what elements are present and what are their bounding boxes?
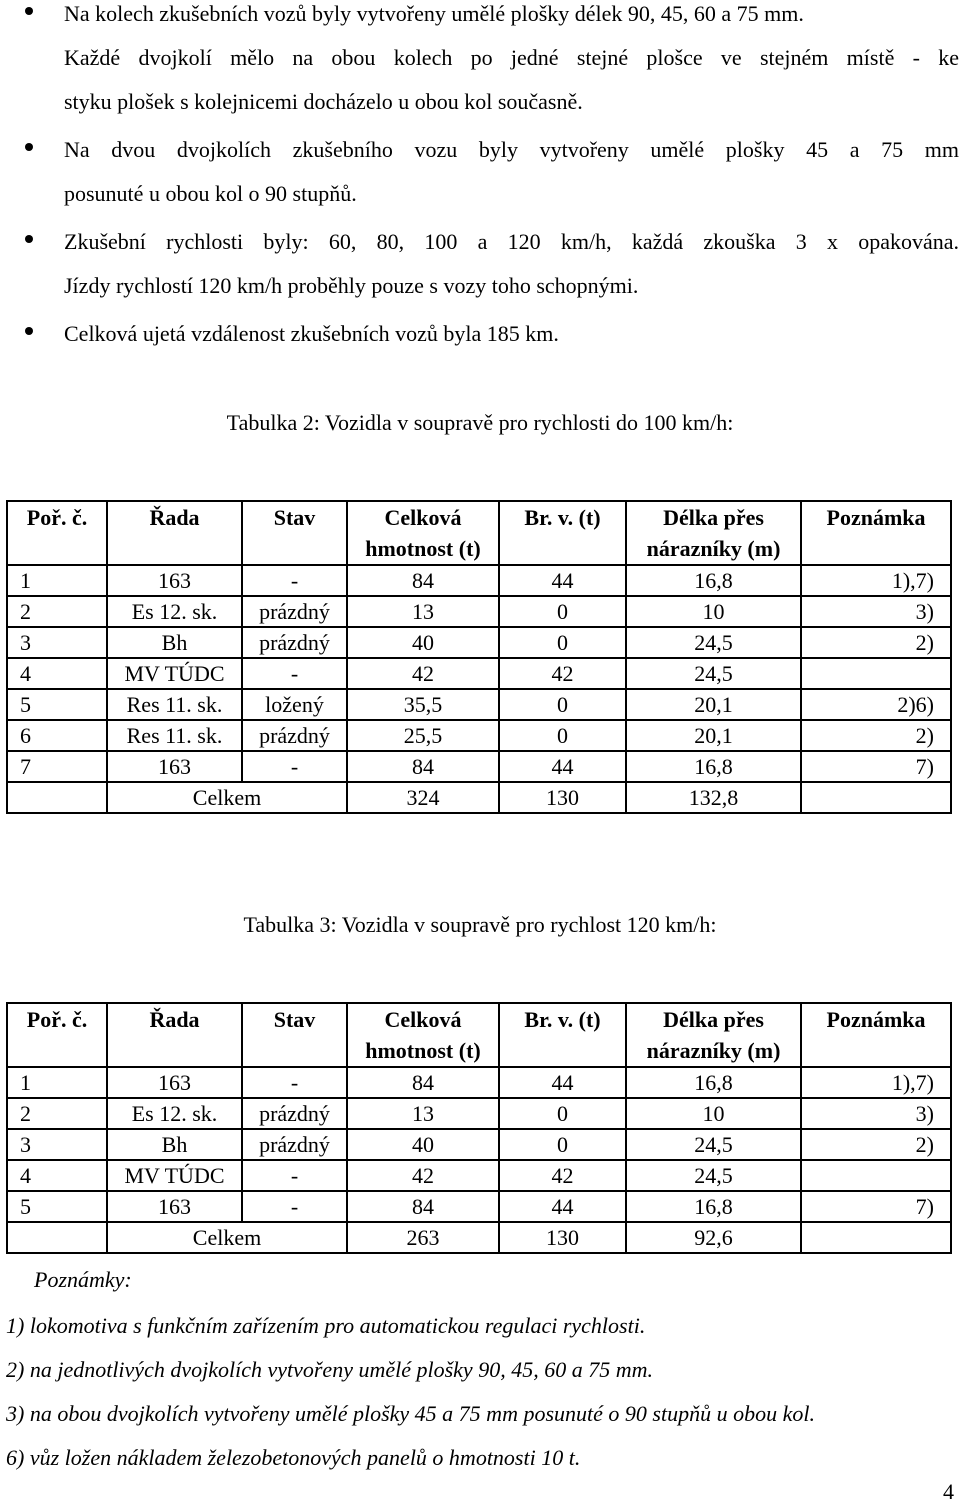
bullet-line: styku plošek s kolejnicemi docházelo u obou kol současně.: [64, 89, 583, 114]
table-row: [7, 1191, 951, 1222]
cell-poznamka: 7): [801, 751, 951, 782]
note-item: 6) vůz ložen nákladem železobetonových panelů o hmotnosti 10 t.: [6, 1445, 581, 1470]
cell-empty: [7, 1222, 107, 1253]
cell-poznamka: 1),7): [801, 1067, 951, 1098]
cell-stav: -: [242, 1160, 347, 1191]
cell-rada: MV TÚDC: [107, 1160, 242, 1191]
cell-total-label: Celkem: [107, 782, 347, 813]
header-poznamka: Poznámka: [801, 1003, 951, 1067]
cell-por-c: 3: [7, 627, 107, 658]
cell-hmotnost: 25,5: [347, 720, 499, 751]
cell-hmotnost: 84: [347, 1191, 499, 1222]
header-poznamka: Poznámka: [801, 501, 951, 565]
cell-por-c: 5: [7, 1191, 107, 1222]
cell-poznamka: 2): [801, 720, 951, 751]
cell-por-c: 4: [7, 658, 107, 689]
cell-por-c: 4: [7, 1160, 107, 1191]
cell-total-hmotnost: 263: [347, 1222, 499, 1253]
cell-delka: 20,1: [626, 720, 801, 751]
cell-brv: 44: [499, 751, 626, 782]
cell-brv: 0: [499, 720, 626, 751]
cell-delka: 10: [626, 1098, 801, 1129]
cell-poznamka: 3): [801, 1098, 951, 1129]
cell-hmotnost: 84: [347, 1067, 499, 1098]
cell-rada: Es 12. sk.: [107, 1098, 242, 1129]
header-hmotnost: Celková hmotnost (t): [347, 501, 499, 565]
cell-rada: Es 12. sk.: [107, 596, 242, 627]
cell-stav: prázdný: [242, 627, 347, 658]
vehicle-table-3: [6, 1002, 952, 1254]
cell-delka: 24,5: [626, 627, 801, 658]
table-row: [7, 596, 951, 627]
note-item: 3) na obou dvojkolích vytvořeny umělé plošky 45 a 75 mm posunuté o 90 stupňů u obou kol.: [6, 1401, 815, 1426]
cell-stav: prázdný: [242, 1129, 347, 1160]
header-rada: Řada: [107, 501, 242, 565]
table-row: [7, 1160, 951, 1191]
bullet-line: Jízdy rychlostí 120 km/h proběhly pouze s vozy toho schopnými.: [64, 273, 639, 298]
table-3-caption: Tabulka 3: Vozidla v soupravě pro rychlost 120 km/h:: [243, 912, 717, 937]
cell-total-delka: 92,6: [626, 1222, 801, 1253]
table-row: [7, 658, 951, 689]
total-row: [7, 782, 951, 813]
cell-rada: MV TÚDC: [107, 658, 242, 689]
cell-rada: 163: [107, 1067, 242, 1098]
bullet-dot-icon: [25, 327, 33, 335]
cell-empty: [801, 1222, 951, 1253]
cell-delka: 24,5: [626, 658, 801, 689]
cell-delka: 16,8: [626, 1067, 801, 1098]
table-row: [7, 1067, 951, 1098]
bullet-line: posunuté u obou kol o 90 stupňů.: [64, 181, 357, 206]
cell-rada: Bh: [107, 627, 242, 658]
cell-stav: prázdný: [242, 720, 347, 751]
cell-hmotnost: 13: [347, 596, 499, 627]
cell-delka: 24,5: [626, 1129, 801, 1160]
cell-stav: -: [242, 751, 347, 782]
cell-poznamka: 1),7): [801, 565, 951, 596]
cell-delka: 16,8: [626, 1191, 801, 1222]
cell-stav: -: [242, 658, 347, 689]
header-por-c: Poř. č.: [7, 1003, 107, 1067]
cell-stav: prázdný: [242, 596, 347, 627]
table-row: [7, 627, 951, 658]
table-row: [7, 565, 951, 596]
cell-poznamka: 7): [801, 1191, 951, 1222]
cell-poznamka: 2): [801, 1129, 951, 1160]
cell-por-c: 2: [7, 596, 107, 627]
cell-hmotnost: 13: [347, 1098, 499, 1129]
cell-por-c: 2: [7, 1098, 107, 1129]
cell-por-c: 3: [7, 1129, 107, 1160]
cell-stav: -: [242, 1191, 347, 1222]
cell-poznamka: 2): [801, 627, 951, 658]
cell-rada: 163: [107, 751, 242, 782]
cell-por-c: 5: [7, 689, 107, 720]
bullet-line: Každé dvojkolí mělo na obou kolech po jedné stejné plošce ve stejném místě - ke: [64, 45, 959, 70]
cell-total-label: Celkem: [107, 1222, 347, 1253]
cell-rada: 163: [107, 1191, 242, 1222]
cell-poznamka: [801, 1160, 951, 1191]
bullet-line: Na kolech zkušebních vozů byly vytvořeny umělé plošky délek 90, 45, 60 a 75 mm.: [64, 1, 804, 26]
cell-delka: 16,8: [626, 751, 801, 782]
bullet-item: [64, 128, 959, 216]
cell-por-c: 7: [7, 751, 107, 782]
cell-total-brv: 130: [499, 1222, 626, 1253]
header-delka: Délka přes nárazníky (m): [626, 1003, 801, 1067]
cell-total-hmotnost: 324: [347, 782, 499, 813]
bullet-item: [64, 220, 959, 308]
cell-hmotnost: 40: [347, 627, 499, 658]
notes-title: Poznámky:: [34, 1267, 132, 1292]
cell-poznamka: [801, 658, 951, 689]
cell-brv: 0: [499, 689, 626, 720]
cell-empty: [801, 782, 951, 813]
header-stav: Stav: [242, 1003, 347, 1067]
cell-brv: 44: [499, 1067, 626, 1098]
bullet-line: Na dvou dvojkolích zkušebního vozu byly vytvořeny umělé plošky 45 a 75 mm: [64, 137, 959, 162]
header-brv: Br. v. (t): [499, 501, 626, 565]
cell-hmotnost: 84: [347, 751, 499, 782]
header-stav: Stav: [242, 501, 347, 565]
cell-stav: ložený: [242, 689, 347, 720]
cell-brv: 0: [499, 596, 626, 627]
table-row: [7, 1129, 951, 1160]
bullet-item: [64, 0, 959, 124]
cell-hmotnost: 84: [347, 565, 499, 596]
header-hmotnost: Celková hmotnost (t): [347, 1003, 499, 1067]
bullet-dot-icon: [25, 7, 33, 15]
cell-brv: 0: [499, 627, 626, 658]
cell-rada: Res 11. sk.: [107, 720, 242, 751]
cell-poznamka: 2)6): [801, 689, 951, 720]
header-rada: Řada: [107, 1003, 242, 1067]
cell-delka: 10: [626, 596, 801, 627]
page-number: 4: [943, 1479, 954, 1504]
cell-delka: 16,8: [626, 565, 801, 596]
cell-poznamka: 3): [801, 596, 951, 627]
cell-total-brv: 130: [499, 782, 626, 813]
cell-por-c: 6: [7, 720, 107, 751]
cell-brv: 44: [499, 565, 626, 596]
cell-brv: 44: [499, 1191, 626, 1222]
note-item: 1) lokomotiva s funkčním zařízením pro automatickou regulaci rychlosti.: [6, 1313, 646, 1338]
vehicle-table-2: [6, 500, 952, 814]
note-item: 2) na jednotlivých dvojkolích vytvořeny umělé plošky 90, 45, 60 a 75 mm.: [6, 1357, 653, 1382]
cell-hmotnost: 40: [347, 1129, 499, 1160]
cell-empty: [7, 782, 107, 813]
total-row: [7, 1222, 951, 1253]
cell-rada: Bh: [107, 1129, 242, 1160]
cell-rada: 163: [107, 565, 242, 596]
cell-brv: 0: [499, 1129, 626, 1160]
bullet-dot-icon: [25, 143, 33, 151]
header-por-c: Poř. č.: [7, 501, 107, 565]
table-row: [7, 689, 951, 720]
bullet-dot-icon: [25, 235, 33, 243]
cell-stav: -: [242, 565, 347, 596]
table-row: [7, 720, 951, 751]
cell-delka: 24,5: [626, 1160, 801, 1191]
table-row: [7, 751, 951, 782]
cell-stav: prázdný: [242, 1098, 347, 1129]
bullet-line: Celková ujetá vzdálenost zkušebních vozů byla 185 km.: [64, 321, 559, 346]
cell-brv: 0: [499, 1098, 626, 1129]
table-2-caption: Tabulka 2: Vozidla v soupravě pro rychlosti do 100 km/h:: [226, 410, 734, 435]
cell-total-delka: 132,8: [626, 782, 801, 813]
table-row: [7, 1098, 951, 1129]
header-brv: Br. v. (t): [499, 1003, 626, 1067]
bullet-item: [64, 312, 959, 356]
cell-rada: Res 11. sk.: [107, 689, 242, 720]
cell-por-c: 1: [7, 565, 107, 596]
cell-delka: 20,1: [626, 689, 801, 720]
cell-hmotnost: 42: [347, 1160, 499, 1191]
bullet-line: Zkušební rychlosti byly: 60, 80, 100 a 120 km/h, každá zkouška 3 x opakována.: [64, 229, 959, 254]
cell-hmotnost: 35,5: [347, 689, 499, 720]
cell-brv: 42: [499, 658, 626, 689]
cell-brv: 42: [499, 1160, 626, 1191]
cell-stav: -: [242, 1067, 347, 1098]
header-delka: Délka přes nárazníky (m): [626, 501, 801, 565]
cell-por-c: 1: [7, 1067, 107, 1098]
cell-hmotnost: 42: [347, 658, 499, 689]
